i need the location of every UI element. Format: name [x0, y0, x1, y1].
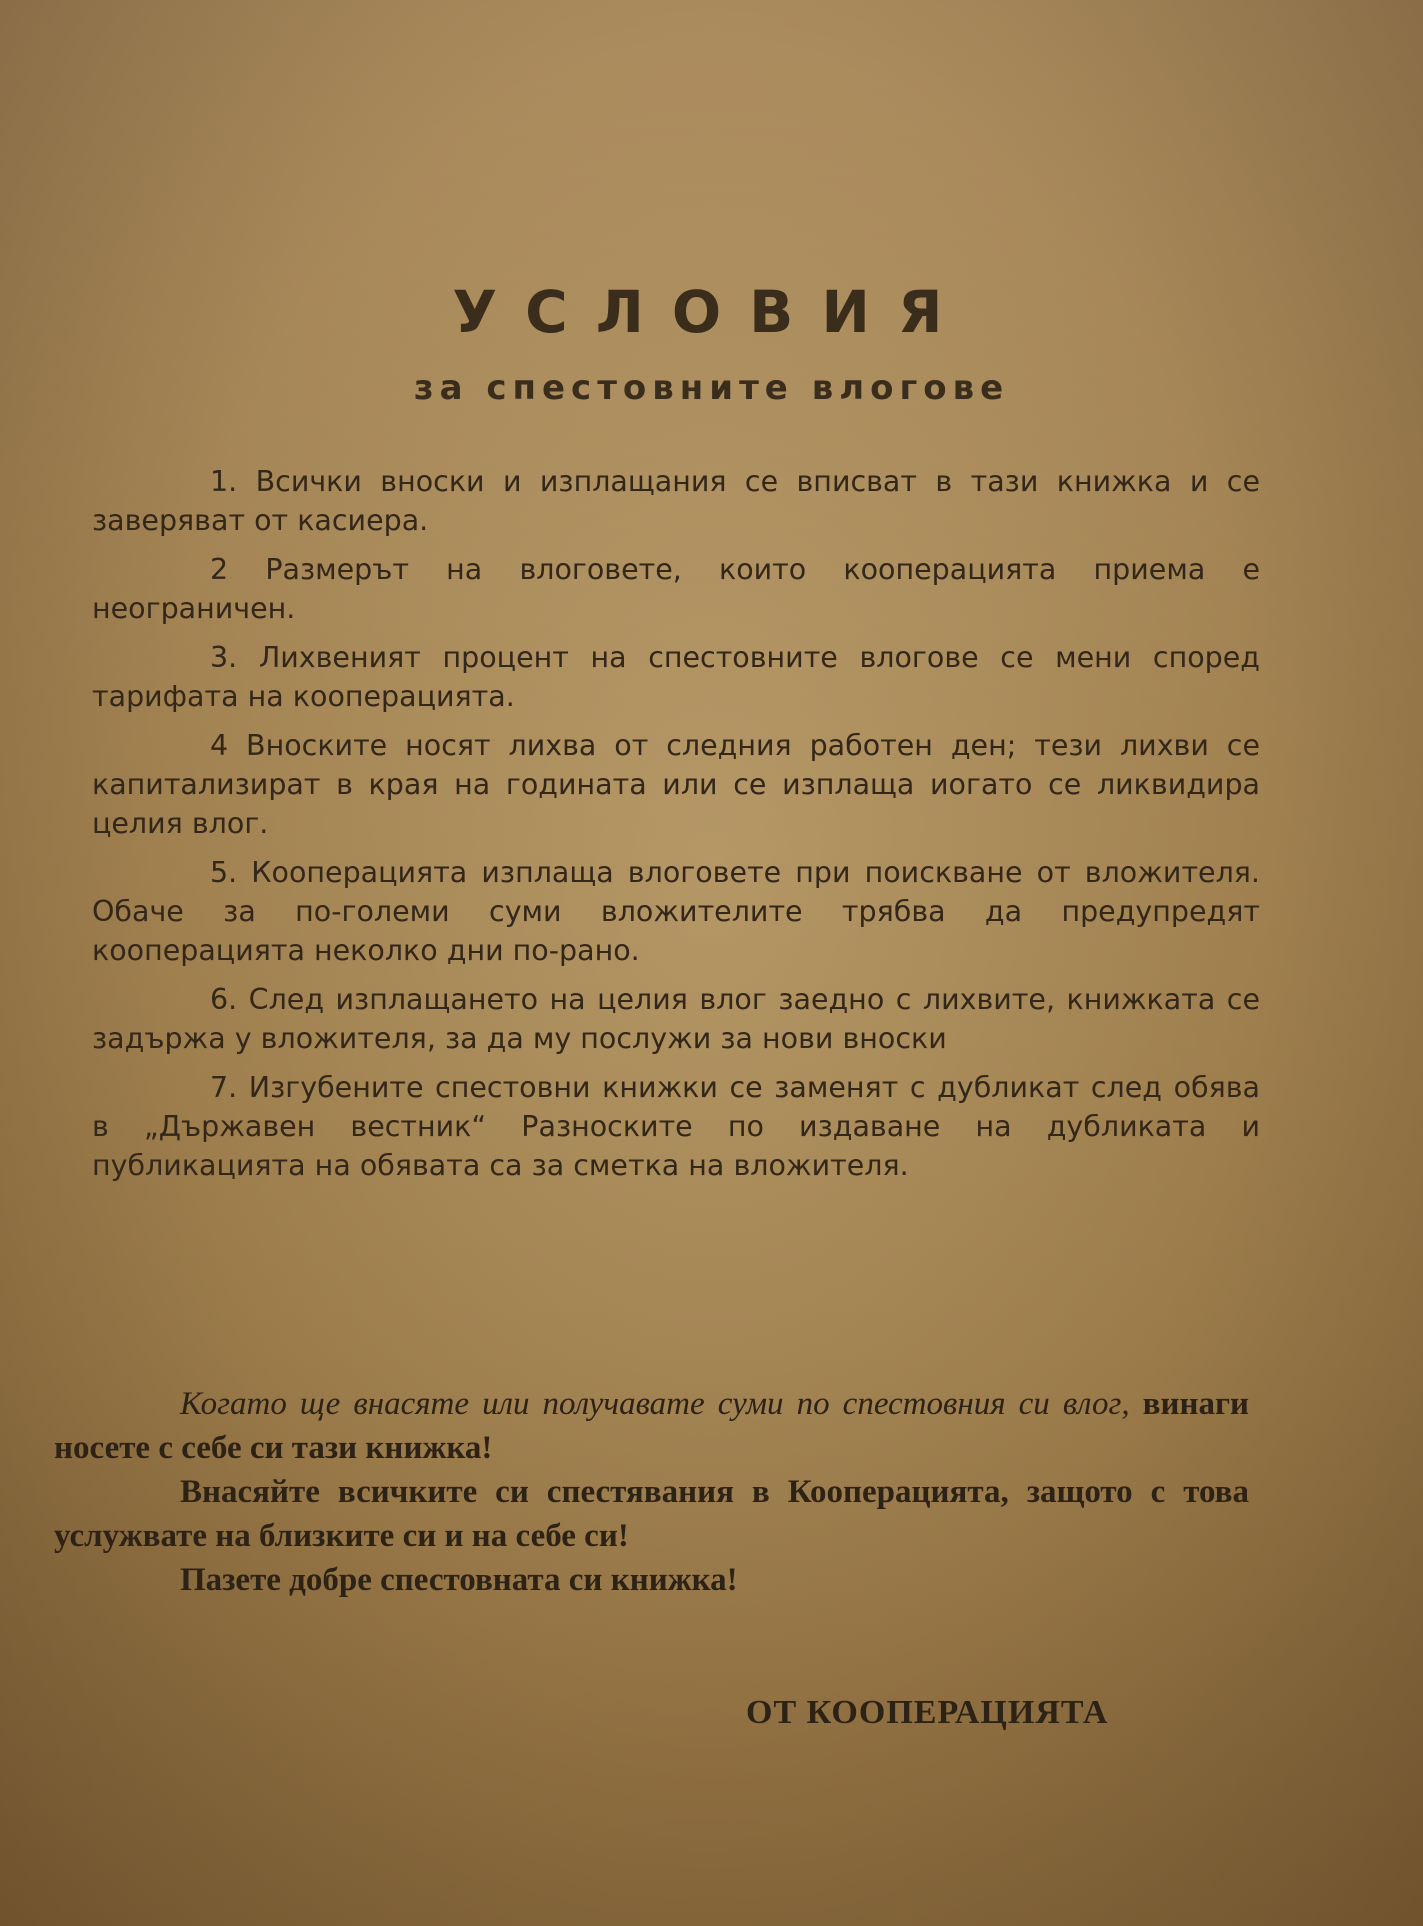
term-item: 6. След изплащането на целия влог заедно с лихвите, книжката се задържа у вложителя, за да му послужи за нови вноски [92, 983, 1260, 1055]
term-item: 2 Размерът на влоговете, които кооперацията приема е неограничен. [92, 553, 1260, 625]
document-subtitle: за спестовните влогове [413, 368, 1010, 408]
term-item: 1. Всички вноски и изплащания се вписват в тази книжка и се заверяват от касиера. [92, 465, 1260, 537]
signature: ОТ КООПЕРАЦИЯТА [746, 1694, 1109, 1731]
appeal-line-3: Пазете добре спестовната си книжка! [180, 1562, 738, 1598]
appeal-line-2: Внасяйте всичките си спестявания в Кооперацията, защото с това услужвате на близките си и на себе си! [54, 1474, 1249, 1554]
terms-list [92, 462, 1260, 1195]
term-item: 3. Лихвеният процент на спестовните влогове се мени според тарифата на кооперацията. [92, 641, 1260, 713]
term-item: 4 Вноските носят лихва от следния работен ден; тези лихви се капитализират в края на годината или се изплаща иогато се ликвидира целия влог. [92, 729, 1260, 840]
appeal-line-1 [54, 1382, 1249, 1470]
appeal-line-1-italic: Когато ще внасяте или получавате суми по спестовния си влог, [180, 1386, 1130, 1422]
document-title: УСЛОВИЯ [452, 278, 971, 346]
appeal-line-1-bold: винаги носете с себе си тази книжка! [54, 1386, 1249, 1466]
term-item: 7. Изгубените спестовни книжки се заменят с дубликат след обява в „Държавен вестник“ Разноските по издаване на дубликата и публикацията на обявата са за сметка на вложителя. [92, 1071, 1260, 1182]
appeal-block [54, 1382, 1249, 1602]
term-item: 5. Кооперацията изплаща влоговете при поискване от вложителя. Обаче за по-големи суми вложителите трябва да предупредят кооперацията неколко дни по-рано. [92, 856, 1260, 967]
